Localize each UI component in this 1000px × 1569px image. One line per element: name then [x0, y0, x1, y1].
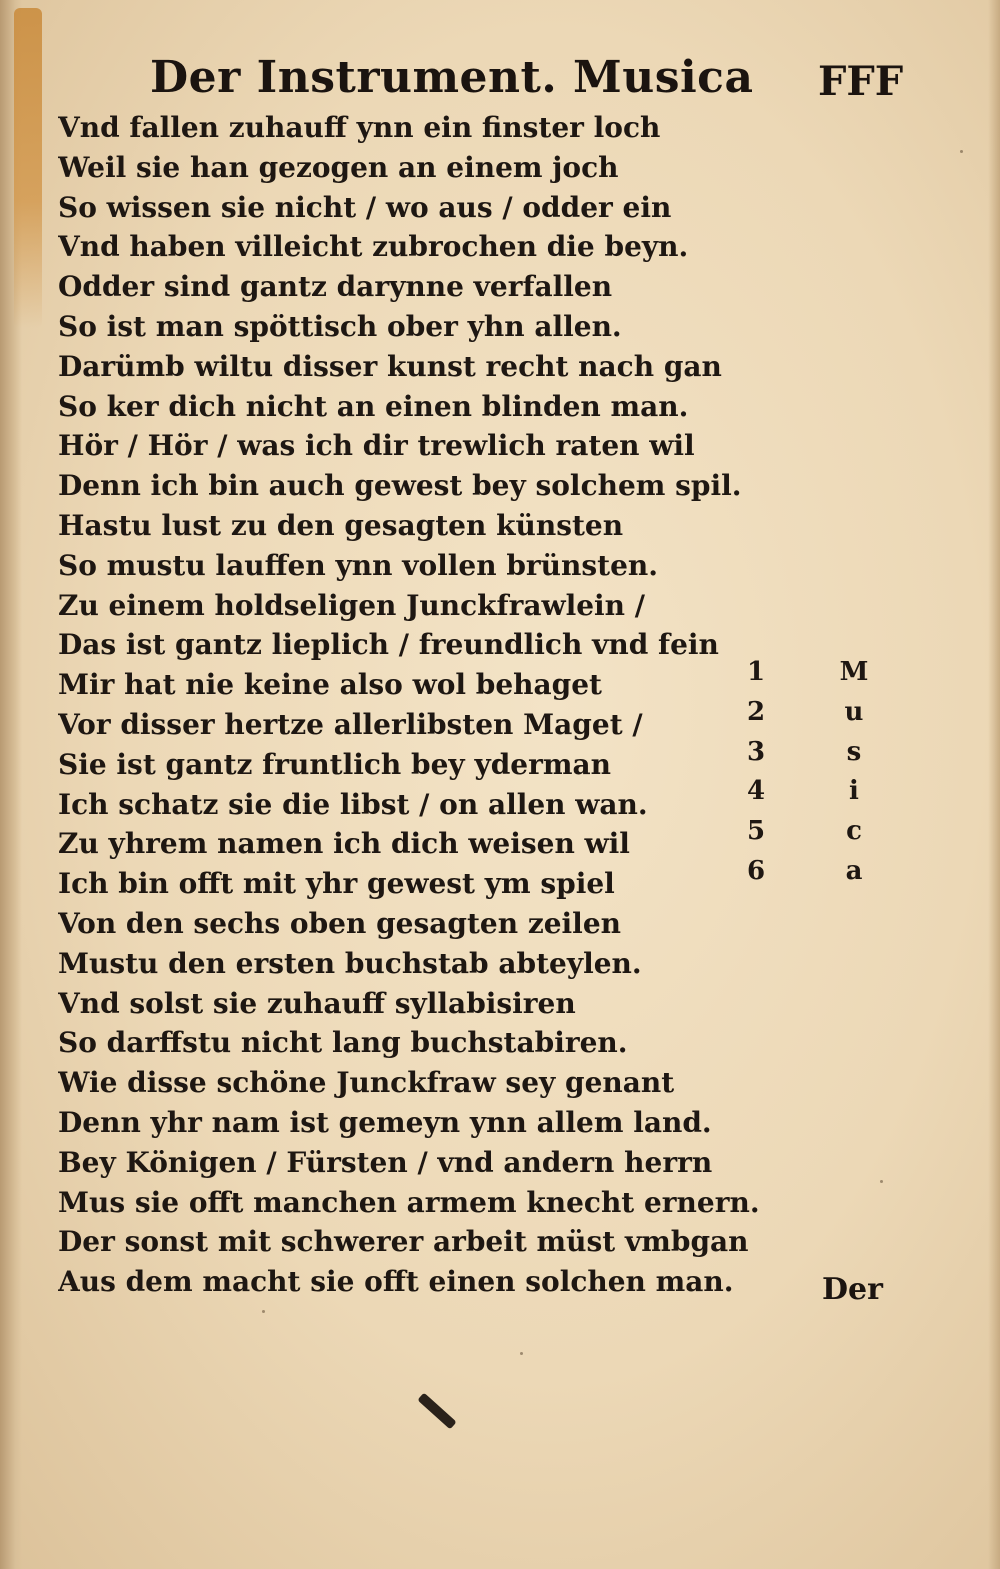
verse-line: Weil sie han gezogen an einem joch: [58, 150, 619, 184]
speck: [520, 1352, 523, 1355]
acrostic-letter: s: [846, 736, 862, 767]
speck: [960, 150, 963, 153]
acrostic-number: 6: [746, 855, 766, 886]
verse-line: Darümb wiltu disser kunst recht nach gan: [58, 349, 722, 383]
running-header: [150, 52, 910, 112]
acrostic-number: 4: [746, 776, 766, 807]
acrostic-letter: a: [845, 855, 863, 886]
verse-line: Vnd fallen zuhauff ynn ein finster loch: [58, 111, 661, 144]
acrostic-number-column: [736, 653, 776, 892]
verse-line: So mustu lauffen ynn vollen brünsten.: [58, 548, 659, 582]
page-edge-right: [988, 0, 1000, 1569]
verse-line: Der sonst mit schwerer arbeit müst vmbgan: [58, 1225, 749, 1259]
verse-line: So ker dich nicht an einen blinden man.: [58, 389, 689, 423]
verse-line: Denn ich bin auch gewest bey solchem spil.: [58, 469, 742, 503]
speck: [880, 1180, 883, 1183]
verse-line: Hör / Hör / was ich dir trewlich raten wil: [58, 429, 695, 463]
verse-line: Das ist gantz lieplich / freundlich vnd fein: [58, 628, 719, 662]
acrostic-number: 5: [746, 816, 766, 847]
acrostic-letter: c: [846, 816, 862, 847]
acrostic-letter: i: [849, 776, 859, 807]
verse-line: Hastu lust zu den gesagten künsten: [58, 508, 624, 542]
verse-line: So wissen sie nicht / wo aus / odder ein: [58, 190, 672, 224]
verse-line: Mustu den ersten buchstab abteylen.: [58, 946, 642, 980]
verse-line: Vnd haben villeicht zubrochen die beyn.: [58, 230, 689, 264]
verse-line: Odder sind gantz darynne verfallen: [58, 270, 613, 304]
verse-line: Ich bin offt mit yhr gewest ym spiel: [58, 867, 615, 901]
verse-text: [58, 108, 798, 1302]
verse-line: Zu yhrem namen ich dich weisen wil: [58, 827, 630, 861]
acrostic-letter: M: [839, 657, 869, 687]
verse-line: Denn yhr nam ist gemeyn ynn allem land.: [58, 1105, 712, 1139]
stain-mark: [14, 8, 42, 328]
verse-line: Aus dem macht sie offt einen solchen man.: [58, 1265, 734, 1299]
verse-line: Vor disser hertze allerlibsten Maget /: [58, 707, 643, 741]
acrostic-number: 1: [746, 657, 766, 687]
signature-mark: FFF: [818, 58, 904, 105]
acrostic-number: 2: [746, 696, 766, 727]
verse-line: Mir hat nie keine also wol behaget: [58, 668, 602, 702]
verse-line: Wie disse schöne Junckfraw sey genant: [58, 1066, 675, 1100]
verse-line: Mus sie offt manchen armem knecht ernern.: [58, 1185, 760, 1219]
speck: [262, 1310, 265, 1313]
verse-line: Sie ist gantz fruntlich bey yderman: [58, 747, 611, 781]
acrostic-letter: u: [844, 696, 864, 727]
ink-mark: [417, 1393, 456, 1430]
verse-line: Vnd solst sie zuhauff syllabisiren: [58, 986, 576, 1020]
acrostic-letter-column: [834, 653, 874, 892]
verse-line: Ich schatz sie die libst / on allen wan.: [58, 787, 648, 821]
verse-line: Zu einem holdseligen Junckfrawlein /: [58, 588, 646, 622]
catchword: Der: [822, 1272, 883, 1307]
acrostic-number: 3: [746, 736, 766, 767]
verse-line: Von den sechs oben gesagten zeilen: [58, 906, 621, 940]
verse-line: Bey Königen / Fürsten / vnd andern herrn: [58, 1145, 713, 1179]
verse-line: So ist man spöttisch ober yhn allen.: [58, 309, 622, 343]
running-title: Der Instrument. Musica: [150, 52, 754, 103]
verse-line: So darffstu nicht lang buchstabiren.: [58, 1026, 628, 1060]
